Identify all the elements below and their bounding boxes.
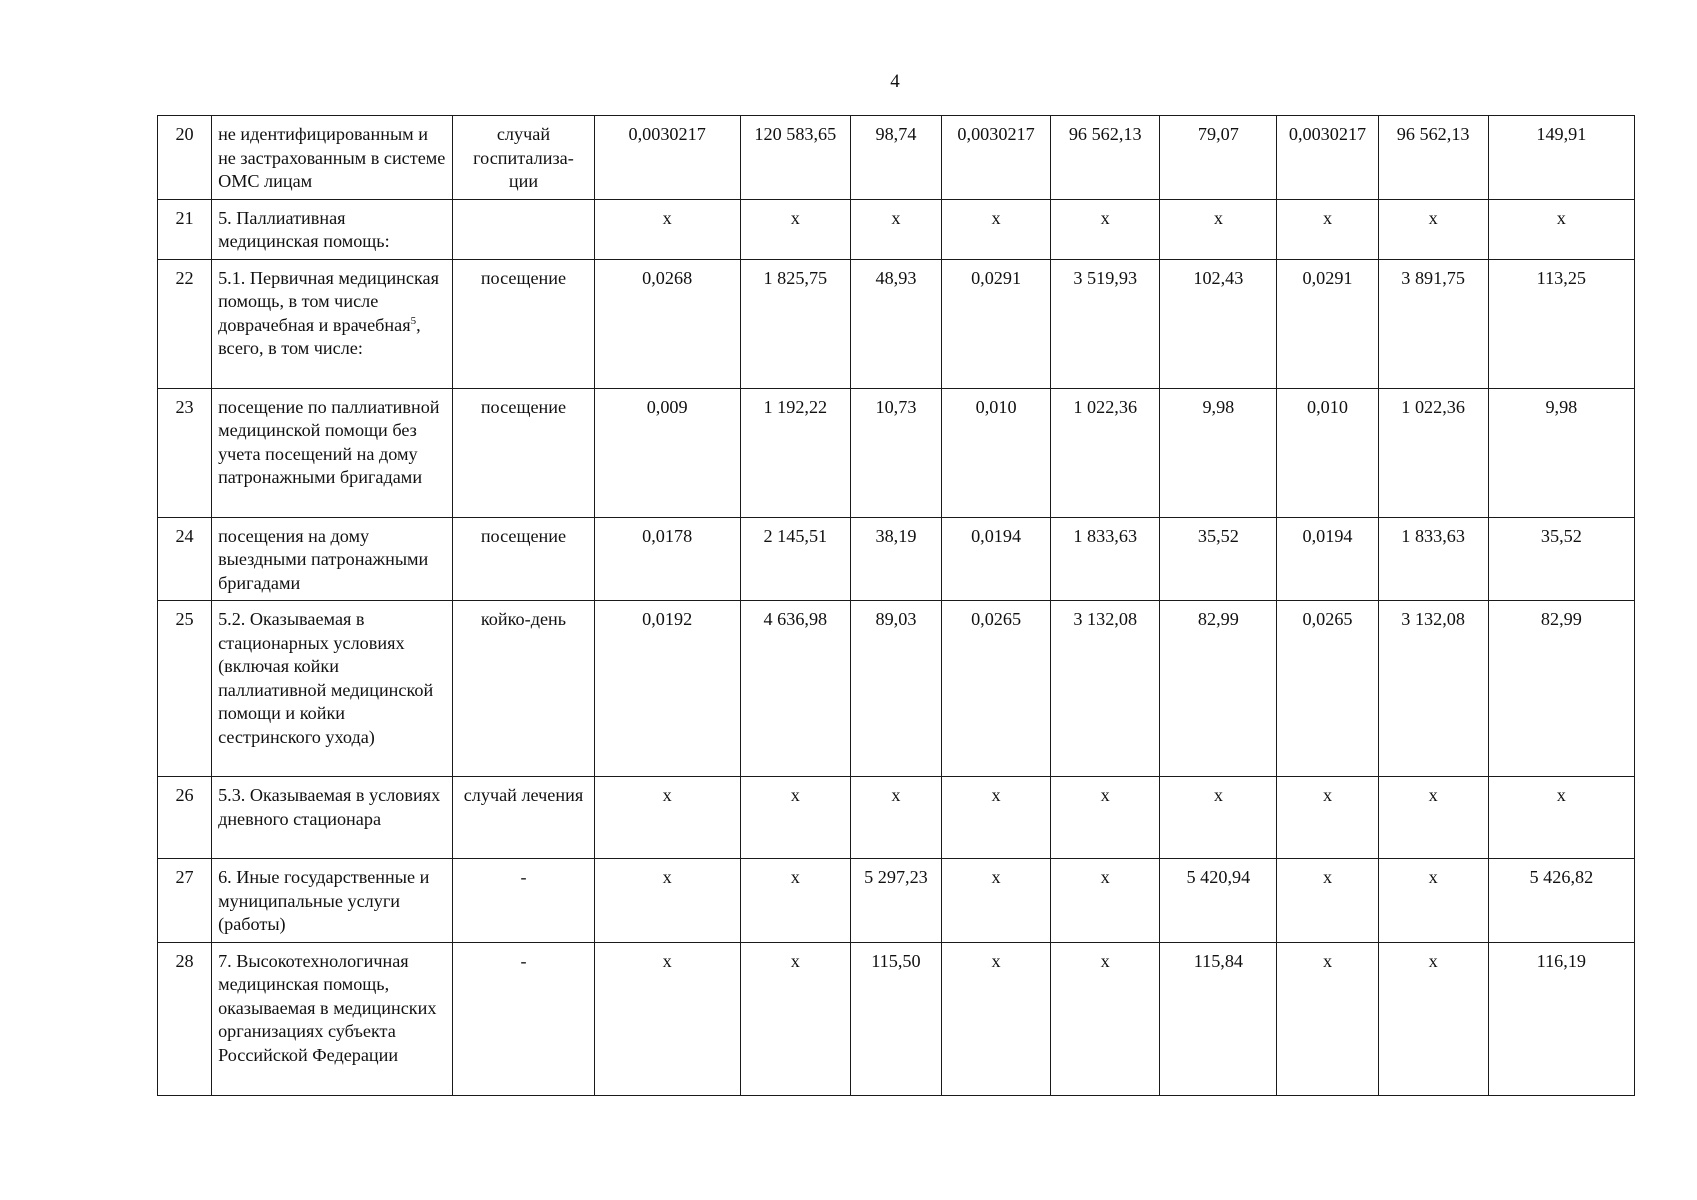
table-cell: x — [594, 942, 740, 1095]
row-number: 24 — [158, 517, 212, 601]
footnote-ref: 5 — [410, 314, 417, 327]
table-cell: 5 420,94 — [1160, 859, 1277, 943]
table-cell: x — [1378, 777, 1488, 859]
table-cell: x — [740, 942, 850, 1095]
table-cell: 3 891,75 — [1378, 259, 1488, 388]
row-name: 6. Иные государственные и муниципальные услуги (работы) — [212, 859, 453, 943]
table-cell: x — [1160, 199, 1277, 259]
table-cell: 5 297,23 — [850, 859, 941, 943]
table-cell: 0,0194 — [1277, 517, 1378, 601]
row-number: 21 — [158, 199, 212, 259]
row-name: не идентифицированным и не застрахованным в системе ОМС лицам — [212, 116, 453, 200]
row-name: 5.3. Оказываемая в условиях дневного стационара — [212, 777, 453, 859]
table-cell: 0,0178 — [594, 517, 740, 601]
row-name: 5.1. Первичная медицинская помощь, в том числе доврачебная и врачебная$^5$, всего, в том числе: — [212, 259, 453, 388]
table-cell: x — [1051, 777, 1160, 859]
table-cell: 0,0265 — [942, 601, 1051, 777]
table-cell: x — [1051, 199, 1160, 259]
row-name: 7. Высокотехнологичная медицинская помощь, оказываемая в медицинских организациях субъекта Российской Федерации — [212, 942, 453, 1095]
table-cell: x — [1378, 199, 1488, 259]
row-number: 20 — [158, 116, 212, 200]
table-cell: 1 833,63 — [1051, 517, 1160, 601]
row-number: 22 — [158, 259, 212, 388]
table-row — [158, 259, 1635, 388]
table-cell: 1 022,36 — [1051, 388, 1160, 517]
table-cell: x — [942, 859, 1051, 943]
table-cell: 0,0265 — [1277, 601, 1378, 777]
table-cell: 82,99 — [1160, 601, 1277, 777]
row-unit: посещение — [453, 517, 594, 601]
table-cell: x — [740, 859, 850, 943]
table-cell: x — [850, 777, 941, 859]
row-name: посещения на дому выездными патронажными бригадами — [212, 517, 453, 601]
table-cell: x — [1051, 859, 1160, 943]
table-cell: x — [1277, 777, 1378, 859]
row-unit: койко-день — [453, 601, 594, 777]
table-cell: x — [942, 942, 1051, 1095]
table-cell: 0,009 — [594, 388, 740, 517]
table-cell: 3 519,93 — [1051, 259, 1160, 388]
table-cell: 0,0030217 — [594, 116, 740, 200]
table-cell: 0,0194 — [942, 517, 1051, 601]
table-row — [158, 942, 1635, 1095]
table-cell: 1 833,63 — [1378, 517, 1488, 601]
table-cell: x — [1160, 777, 1277, 859]
table-cell: x — [942, 199, 1051, 259]
table-cell: x — [1378, 942, 1488, 1095]
page-number: 4 — [890, 71, 900, 92]
table-cell: x — [594, 859, 740, 943]
table-cell: 35,52 — [1160, 517, 1277, 601]
table-cell: x — [1378, 859, 1488, 943]
table-cell: 0,0030217 — [942, 116, 1051, 200]
table-cell: x — [1051, 942, 1160, 1095]
table-cell: 48,93 — [850, 259, 941, 388]
table-cell: 0,0192 — [594, 601, 740, 777]
table-cell: 0,0030217 — [1277, 116, 1378, 200]
table-cell: x — [1488, 199, 1634, 259]
row-unit: - — [453, 859, 594, 943]
table-cell: 82,99 — [1488, 601, 1634, 777]
row-unit: посещение — [453, 259, 594, 388]
table-cell: x — [1277, 199, 1378, 259]
row-number: 28 — [158, 942, 212, 1095]
row-number: 23 — [158, 388, 212, 517]
table-cell: 0,0268 — [594, 259, 740, 388]
table-cell: x — [942, 777, 1051, 859]
table-cell: x — [850, 199, 941, 259]
table-cell: 89,03 — [850, 601, 941, 777]
table-cell: 4 636,98 — [740, 601, 850, 777]
table-cell: x — [1277, 942, 1378, 1095]
table-cell: 35,52 — [1488, 517, 1634, 601]
table-cell: 115,84 — [1160, 942, 1277, 1095]
row-number: 27 — [158, 859, 212, 943]
table-cell: 0,010 — [942, 388, 1051, 517]
table-cell: 120 583,65 — [740, 116, 850, 200]
table-cell: x — [740, 199, 850, 259]
table-cell: x — [594, 199, 740, 259]
table-cell: 1 825,75 — [740, 259, 850, 388]
table-row — [158, 517, 1635, 601]
table-cell: x — [740, 777, 850, 859]
table-cell: 1 022,36 — [1378, 388, 1488, 517]
row-unit: посещение — [453, 388, 594, 517]
row-name: 5. Паллиативная медицинская помощь: — [212, 199, 453, 259]
table-cell: 96 562,13 — [1378, 116, 1488, 200]
table-cell: 0,010 — [1277, 388, 1378, 517]
table-row — [158, 116, 1635, 200]
table-cell: 102,43 — [1160, 259, 1277, 388]
table-row — [158, 388, 1635, 517]
table-cell: 115,50 — [850, 942, 941, 1095]
row-unit — [453, 199, 594, 259]
table-cell: 149,91 — [1488, 116, 1634, 200]
table-row — [158, 777, 1635, 859]
table-cell: 113,25 — [1488, 259, 1634, 388]
row-number: 25 — [158, 601, 212, 777]
table-cell: 38,19 — [850, 517, 941, 601]
table-cell: 0,0291 — [1277, 259, 1378, 388]
table-row — [158, 601, 1635, 777]
table-cell: 116,19 — [1488, 942, 1634, 1095]
row-name: 5.2. Оказываемая в стационарных условиях (включая койки паллиативной медицинской помощи и койки сестринского ухода) — [212, 601, 453, 777]
table-cell: 2 145,51 — [740, 517, 850, 601]
table-cell: 3 132,08 — [1051, 601, 1160, 777]
table-cell: 10,73 — [850, 388, 941, 517]
table-row — [158, 199, 1635, 259]
table-cell: 96 562,13 — [1051, 116, 1160, 200]
row-unit: - — [453, 942, 594, 1095]
table-cell: x — [1488, 777, 1634, 859]
table-cell: 98,74 — [850, 116, 941, 200]
table-cell: 3 132,08 — [1378, 601, 1488, 777]
table-cell: 0,0291 — [942, 259, 1051, 388]
table-cell: x — [594, 777, 740, 859]
row-name: посещение по паллиативной медицинской помощи без учета посещений на дому патронажными бригадами — [212, 388, 453, 517]
table-cell: 5 426,82 — [1488, 859, 1634, 943]
row-unit: случай госпитализа-ции — [453, 116, 594, 200]
table-row — [158, 859, 1635, 943]
row-unit: случай лечения — [453, 777, 594, 859]
table-cell: x — [1277, 859, 1378, 943]
table-cell: 9,98 — [1160, 388, 1277, 517]
row-number: 26 — [158, 777, 212, 859]
table-cell: 9,98 — [1488, 388, 1634, 517]
table-cell: 1 192,22 — [740, 388, 850, 517]
data-table — [157, 115, 1635, 1096]
table-cell: 79,07 — [1160, 116, 1277, 200]
